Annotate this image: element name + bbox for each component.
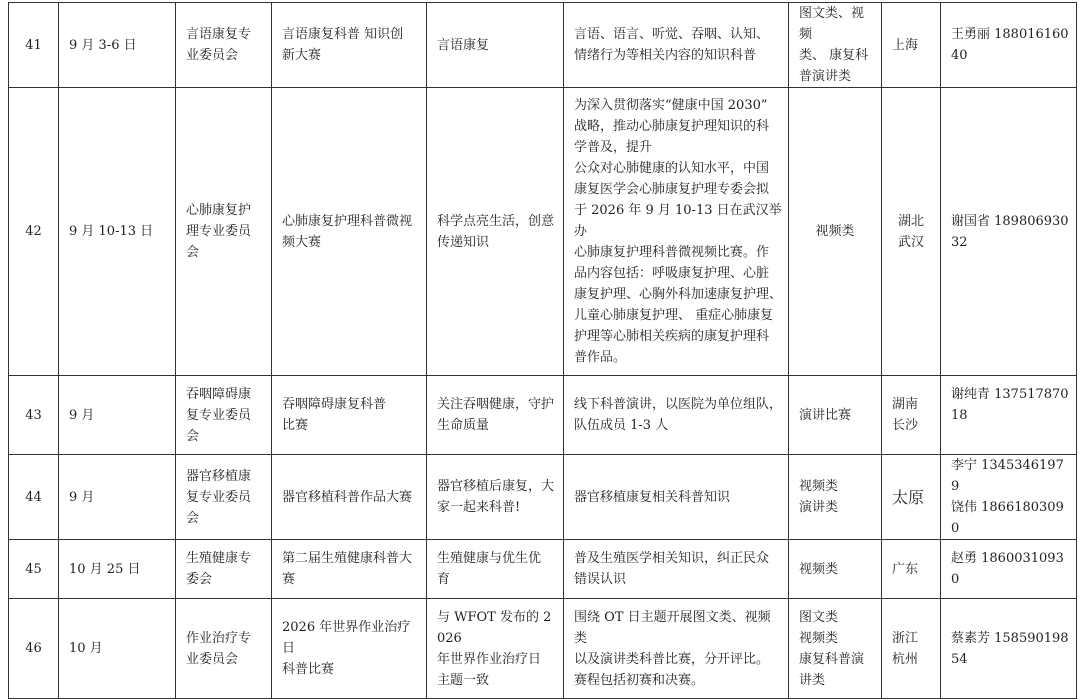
table-row bbox=[9, 540, 1077, 599]
event-name: 器官移植科普作品大赛 bbox=[272, 455, 427, 540]
event-content: 为深入贯彻落实“健康中国 2030” 战略，推动心肺康复护理知识的科 学普及，提升 公众对心肺健康的认知水平，中国 康复医学会心肺康复护理专委会拟 于 2026 年 9 月 10-13 日在武汉举办 心肺康复护理科普微视频比赛。作 品内容包括：呼吸康复护理、心脏 康复护理、心胸外科加速康复护理、 儿童心肺康复护理、 重症心肺康复 护理等心肺相关疾病的康复护理科 普作品。 bbox=[564, 88, 789, 376]
event-name: 第二届生殖健康科普大 赛 bbox=[272, 540, 427, 599]
event-date: 9 月 3-6 日 bbox=[59, 3, 176, 88]
contact: 李宁 13453461979 饶伟 18661803090 bbox=[941, 455, 1077, 540]
table-row bbox=[9, 88, 1077, 376]
event-theme: 生殖健康与优生优 育 bbox=[427, 540, 564, 599]
event-date: 9 月 10-13 日 bbox=[59, 88, 176, 376]
row-number: 46 bbox=[9, 599, 59, 699]
event-place: 太原 bbox=[882, 455, 941, 540]
event-name: 言语康复科普 知识创 新大赛 bbox=[272, 3, 427, 88]
organizer: 吞咽障碍康 复专业委员 会 bbox=[176, 376, 272, 455]
event-type: 视频类 bbox=[789, 88, 882, 376]
row-number: 43 bbox=[9, 376, 59, 455]
event-place: 湖北 武汉 bbox=[882, 88, 941, 376]
event-name: 2026 年世界作业治疗日 科普比赛 bbox=[272, 599, 427, 699]
table-row bbox=[9, 455, 1077, 540]
event-theme: 关注吞咽健康，守护 生命质量 bbox=[427, 376, 564, 455]
event-content: 普及生殖医学相关知识，纠正民众 错误认识 bbox=[564, 540, 789, 599]
organizer: 生殖健康专 委会 bbox=[176, 540, 272, 599]
contact: 谢纯青 13751787018 bbox=[941, 376, 1077, 455]
event-content: 言语、语言、听觉、吞咽、认知、 情绪行为等相关内容的知识科普 bbox=[564, 3, 789, 88]
event-date: 10 月 bbox=[59, 599, 176, 699]
organizer: 作业治疗专 业委员会 bbox=[176, 599, 272, 699]
event-date: 9 月 bbox=[59, 376, 176, 455]
event-name: 心肺康复护理科普微视 频大赛 bbox=[272, 88, 427, 376]
event-type: 图文类 视频类 康复科普演 讲类 bbox=[789, 599, 882, 699]
event-name: 吞咽障碍康复科普 比赛 bbox=[272, 376, 427, 455]
event-place: 上海 bbox=[882, 3, 941, 88]
event-theme: 器官移植后康复，大 家一起来科普! bbox=[427, 455, 564, 540]
event-place: 浙江 杭州 bbox=[882, 599, 941, 699]
event-theme: 与 WFOT 发布的 2026 年世界作业治疗日 主题一致 bbox=[427, 599, 564, 699]
event-place: 广东 bbox=[882, 540, 941, 599]
events-table bbox=[8, 2, 1077, 699]
event-type: 演讲比赛 bbox=[789, 376, 882, 455]
row-number: 42 bbox=[9, 88, 59, 376]
event-theme: 言语康复 bbox=[427, 3, 564, 88]
table-row bbox=[9, 376, 1077, 455]
organizer: 心肺康复护 理专业委员 会 bbox=[176, 88, 272, 376]
table-row bbox=[9, 3, 1077, 88]
organizer: 器官移植康 复专业委员 会 bbox=[176, 455, 272, 540]
event-content: 器官移植康复相关科普知识 bbox=[564, 455, 789, 540]
row-number: 45 bbox=[9, 540, 59, 599]
event-content: 线下科普演讲，以医院为单位组队， 队伍成员 1-3 人 bbox=[564, 376, 789, 455]
event-type: 视频类 bbox=[789, 540, 882, 599]
organizer: 言语康复专 业委员会 bbox=[176, 3, 272, 88]
event-date: 10 月 25 日 bbox=[59, 540, 176, 599]
table-row bbox=[9, 599, 1077, 699]
row-number: 41 bbox=[9, 3, 59, 88]
event-type: 图文类、视频 类、 康复科 普演讲类 bbox=[789, 3, 882, 88]
event-theme: 科学点亮生活，创意 传递知识 bbox=[427, 88, 564, 376]
event-content: 围绕 OT 日主题开展图文类、视频类 以及演讲类科普比赛，分开评比。 赛程包括初赛和决赛。 bbox=[564, 599, 789, 699]
contact: 蔡素芳 15859019854 bbox=[941, 599, 1077, 699]
event-place: 湖南 长沙 bbox=[882, 376, 941, 455]
row-number: 44 bbox=[9, 455, 59, 540]
contact: 赵勇 18600310930 bbox=[941, 540, 1077, 599]
contact: 王勇丽 18801616040 bbox=[941, 3, 1077, 88]
event-type: 视频类 演讲类 bbox=[789, 455, 882, 540]
contact: 谢国省 18980693032 bbox=[941, 88, 1077, 376]
event-date: 9 月 bbox=[59, 455, 176, 540]
